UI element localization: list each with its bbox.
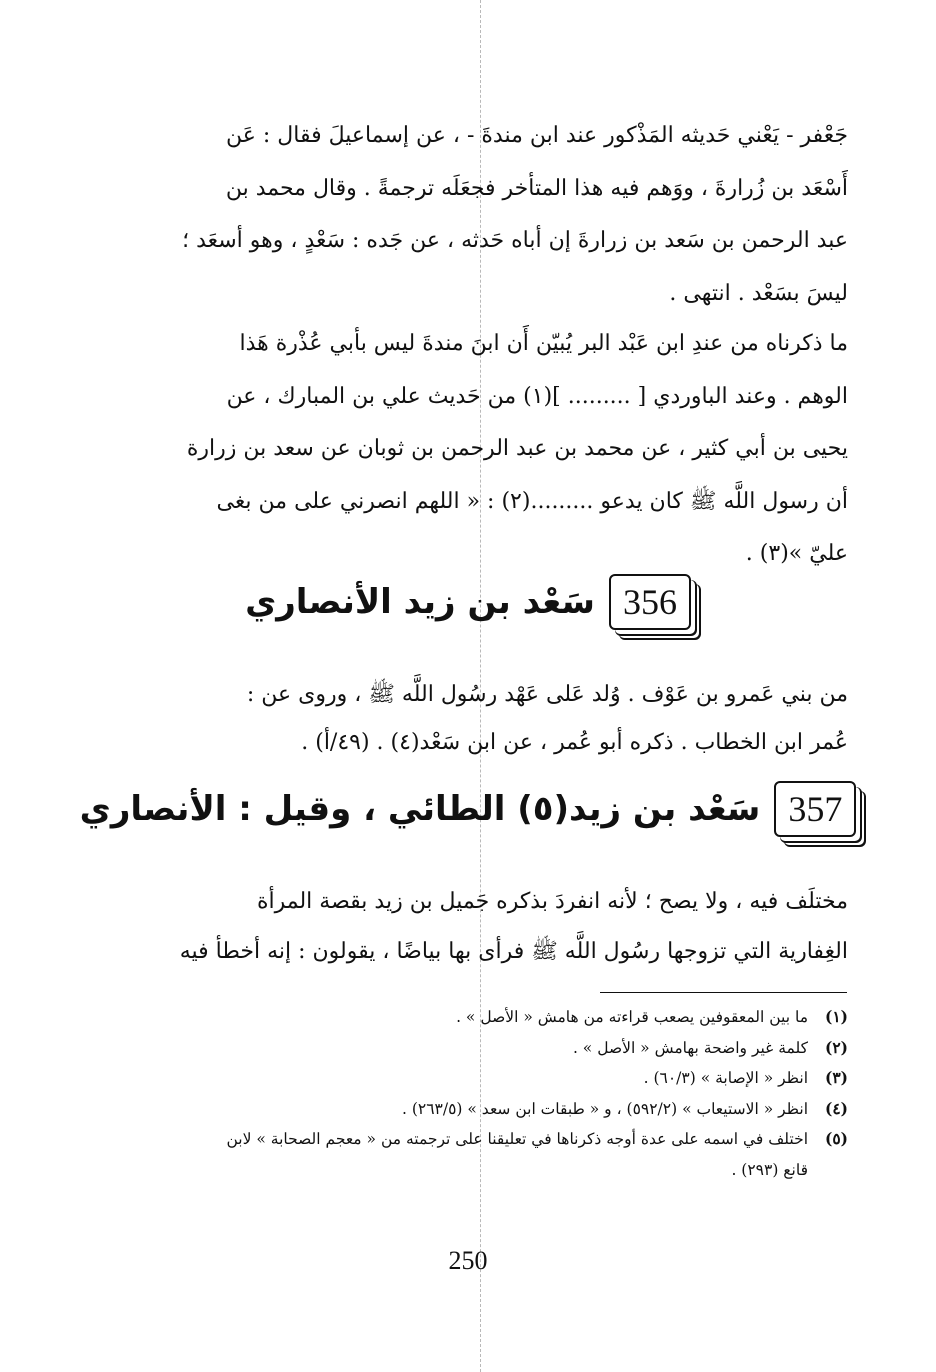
footnote-item — [88, 1124, 848, 1155]
text-line: من بني عَمرو بن عَوْف . وُلد عَلى عَهْد رسُول اللَّه ﷺ ، وروى عن : — [246, 682, 848, 707]
text-line: جَعْفر - يَعْني حَديثه المَذْكور عند ابن مندةَ - ، عن إسماعيلَ فقال : عَن — [226, 123, 848, 148]
page-number: 250 — [448, 1246, 488, 1275]
footnote-number: (٥) — [824, 1129, 848, 1148]
footnote-number: (٢) — [824, 1037, 848, 1057]
paragraph-entry-357 — [93, 877, 848, 977]
text-line: مختلَف فيه ، ولا يصح ؛ لأنه انفردَ بذكره جَميل بن زيد بقصة المرأة — [256, 889, 848, 914]
footnote-number: (٤) — [824, 1098, 848, 1118]
text-line: أَسْعَد بن زُرارةَ ، ووَهم فيه هذا المتأخر فجعَلَه ترجمةً . وقال محمد بن — [225, 175, 848, 201]
footnote-separator — [600, 992, 847, 993]
text-line: ليسَ بسَعْد . انتهى . — [669, 280, 848, 306]
paragraph-entry-356 — [93, 671, 848, 767]
entry-title: سَعْد بن زيد(٥) الطائي ، وقيل : الأنصاري — [79, 789, 761, 829]
footnotes-list — [88, 1002, 848, 1185]
footnote-number: (٣) — [824, 1068, 848, 1087]
text-line: عليّ »(٣) . — [745, 541, 848, 566]
footnote-continuation — [88, 1155, 848, 1186]
footnote-item — [88, 1063, 848, 1094]
text-line: عبد الرحمن بن سَعد بن زرارةَ إن أباه حَدثه ، عن جَده : سَعْدٍ ، وهو أسعَد ؛ — [182, 228, 848, 253]
entry-heading-356 — [0, 574, 936, 630]
footnote-item — [88, 1094, 848, 1125]
entry-number-box: 357 — [774, 781, 856, 837]
footnote-item — [88, 1002, 848, 1033]
text-line: الوهم . وعند الباوردي [ ......... ](١) من حَديث علي بن المبارك ، عن — [226, 383, 848, 409]
footnote-text: اختلف في اسمه على عدة أوجه ذكرناها في تعليقنا على ترجمته من « معجم الصحابة » لابن — [226, 1130, 808, 1148]
footnote-text: كلمة غير واضحة بهامش « الأصل » . — [572, 1038, 808, 1057]
footnote-text: انظر « الإصابة » (٦٠/٣) . — [643, 1069, 808, 1087]
paragraph-continuation — [93, 110, 848, 320]
footnote-text: قانع (٢٩٣) . — [731, 1160, 808, 1179]
text-line: الغِفارية التي تزوجها رسُول اللَّه ﷺ فرأى بها بياضًا ، يقولون : إنه أخطأ فيه — [179, 939, 848, 964]
text-line: يحيى بن أبي كثير ، عن محمد بن عبد الرحمن بن ثوبان عن سعد بن زرارة — [186, 436, 848, 461]
entry-title: سَعْد بن زيد الأنصاري — [245, 582, 595, 622]
footnote-text: انظر « الاستيعاب » (٥٩٢/٢) ، و « طبقات ابن سعد » (٢٦٣/٥) . — [401, 1099, 808, 1118]
entry-heading-357 — [0, 781, 936, 837]
footnote-text: ما بين المعقوفين يصعب قراءته من هامش « الأصل » . — [456, 1008, 808, 1026]
text-line: أن رسول اللَّه ﷺ كان يدعو .........(٢) : « اللهم انصرني على من بغى — [216, 488, 848, 514]
footnote-item — [88, 1033, 848, 1064]
text-line: عُمر ابن الخطاب . ذكره أبو عُمر ، عن ابن سَعْد(٤) . (٤٩/أ) . — [301, 730, 848, 755]
text-line: ما ذكرناه من عندِ ابن عَبْد البر يُبيّن أَن ابنَ مندةَ ليس بأبي عُذْرة هَذا — [239, 331, 848, 356]
paragraph-commentary — [93, 318, 848, 581]
entry-number-box: 356 — [609, 574, 691, 630]
footnote-number: (١) — [824, 1007, 848, 1026]
